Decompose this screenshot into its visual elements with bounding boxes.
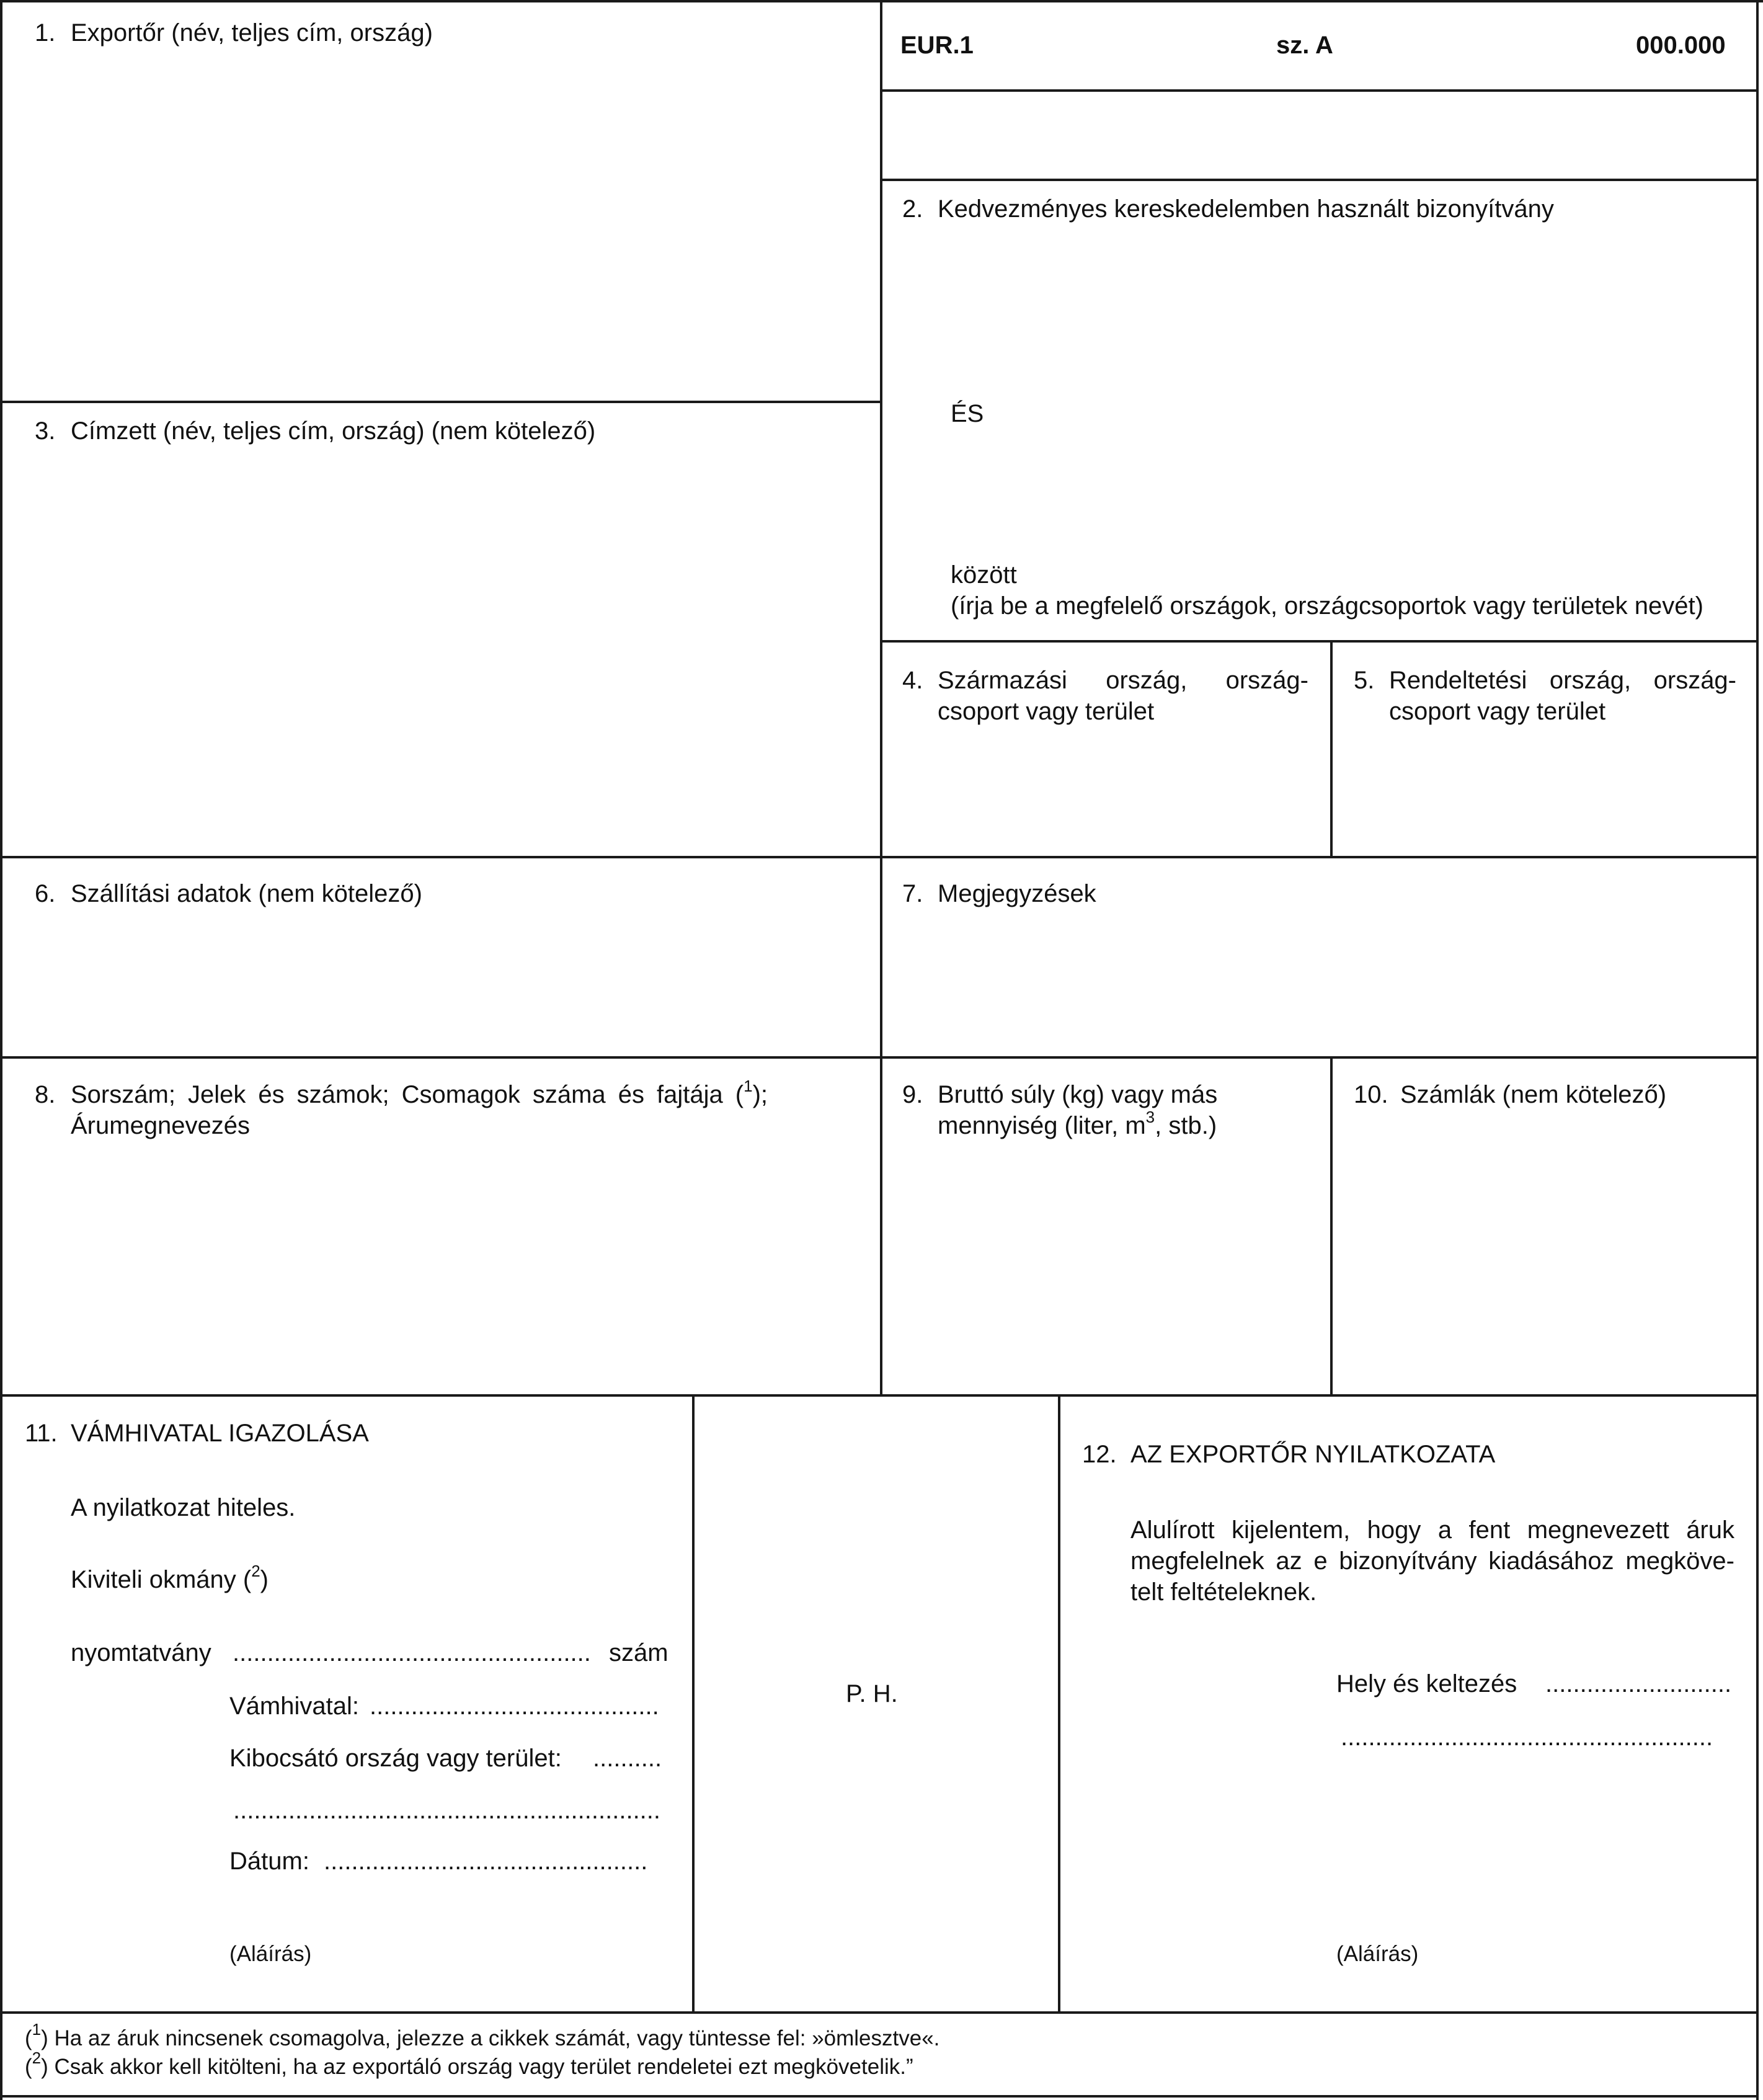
form-number-field[interactable]: ....................................................: [233, 1639, 591, 1666]
box4-line2: csoport vagy terület: [938, 698, 1155, 725]
footnote-1-marker: 1: [32, 2020, 42, 2039]
serial-prefix: sz. A: [1276, 32, 1333, 59]
box1-label: Exportőr (név, teljes cím, ország): [71, 19, 433, 47]
issuing-country-field-cont[interactable]: ..............................................................: [233, 1797, 661, 1824]
box12-signature-label: (Aláírás): [1336, 1942, 1419, 1966]
box8-number: 8.: [35, 1081, 56, 1108]
form-code: EUR.1: [900, 32, 974, 59]
divider-footnotes-top: [0, 2011, 1759, 2014]
stamp-label: P. H.: [846, 1680, 898, 1707]
box4-line1: Származási ország, ország-: [938, 667, 1308, 694]
footnote-1: ($^1$) Ha az áruk nincsenek csomagolva, jelezze a cikkek számát, vagy tüntesse fel: »ömlesztve«.: [25, 2020, 940, 2050]
box11-authentic: A nyilatkozat hiteles.: [71, 1494, 296, 1521]
box5-line2: csoport vagy terület: [1389, 698, 1606, 725]
box8-line1: [71, 1076, 768, 1110]
divider-box4-5: [1330, 640, 1333, 857]
divider-row8-top: [0, 1056, 1759, 1059]
footnote-2: ($^2$) Csak akkor kell kitölteni, ha az exportáló ország vagy terület rendeletei ezt megkövetelik.”: [25, 2049, 913, 2079]
form-label: nyomtatvány: [71, 1639, 211, 1666]
box5-line1: Rendeltetési ország, ország-: [1389, 667, 1736, 694]
box5-number: 5.: [1354, 667, 1375, 694]
box12-line3: telt feltételeknek.: [1130, 1578, 1317, 1606]
box9-line2-text: mennyiség (liter, m: [938, 1112, 1146, 1139]
footnote-ref-2: 2: [251, 1561, 260, 1580]
customs-office-field[interactable]: ..........................................: [370, 1693, 659, 1720]
footnote-1-text: Ha az áruk nincsenek csomagolva, jelezze a cikkek számát, vagy tüntesse fel: »ömlesztve«.: [48, 2026, 940, 2050]
serial-number: 000.000: [1636, 32, 1726, 59]
place-date-field-cont[interactable]: ......................................................: [1341, 1724, 1713, 1751]
box11-export-doc: [71, 1561, 269, 1595]
box2-note: (írja be a megfelelő országok, országcsoportok vagy területek nevét): [951, 592, 1703, 620]
divider-vertical-top: [880, 0, 882, 1395]
divider-box4-top: [880, 640, 1759, 643]
box1-number: 1.: [35, 19, 56, 47]
box12-number: 12.: [1082, 1441, 1117, 1468]
issuing-country-label: Kibocsátó ország vagy terület:: [229, 1745, 562, 1772]
box2-and: ÉS: [951, 400, 984, 427]
divider-row11-top: [0, 1394, 1759, 1397]
box2-label: Kedvezményes kereskedelemben használt bizonyítvány: [938, 195, 1554, 223]
issuing-country-field[interactable]: ..........: [593, 1745, 662, 1772]
place-date-label: Hely és keltezés: [1336, 1670, 1517, 1697]
outer-border-bottom: [0, 2095, 1759, 2098]
box2-number: 2.: [902, 195, 923, 223]
box12-line2: megfelelnek az e bizonyítvány kiadásához megköve-: [1130, 1547, 1734, 1575]
box8-line1-text: Sorszám; Jelek és számok; Csomagok száma és fajtája (: [71, 1081, 744, 1108]
customs-office-label: Vámhivatal:: [229, 1693, 359, 1720]
box10-number: 10.: [1354, 1081, 1388, 1108]
divider-box2-top: [880, 179, 1759, 181]
box12-title: AZ EXPORTŐR NYILATKOZATA: [1130, 1441, 1496, 1468]
place-date-field[interactable]: ...........................: [1545, 1670, 1732, 1697]
box11-number: 11.: [25, 1420, 58, 1447]
divider-stamp-box12: [1058, 1395, 1060, 2013]
box7-label: Megjegyzések: [938, 880, 1096, 907]
box9-superscript: 3: [1145, 1107, 1155, 1126]
outer-border-right: [1756, 0, 1759, 2100]
divider-box11-stamp: [692, 1395, 695, 2013]
footnote-ref-1: 1: [744, 1076, 753, 1095]
box9-line2-end: , stb.): [1155, 1112, 1217, 1139]
outer-border-left: [0, 0, 2, 2100]
divider-header-bottom: [880, 89, 1759, 92]
box6-number: 6.: [35, 880, 56, 907]
number-label: szám: [609, 1639, 668, 1666]
date-label: Dátum:: [229, 1848, 309, 1875]
footnote-2-text: Csak akkor kell kitölteni, ha az exportáló ország vagy terület rendeletei ezt megkövetelik.”: [48, 2055, 913, 2079]
box11-title: VÁMHIVATAL IGAZOLÁSA: [71, 1420, 369, 1447]
box9-line1: Bruttó súly (kg) vagy más: [938, 1081, 1218, 1108]
box8-line2: Árumegnevezés: [71, 1112, 251, 1139]
box9-number: 9.: [902, 1081, 923, 1108]
box12-line1: Alulírott kijelentem, hogy a fent megnevezett áruk: [1130, 1516, 1734, 1544]
divider-row6-top: [0, 856, 1759, 858]
box11-export-doc-text: Kiviteli okmány (: [71, 1566, 252, 1593]
box3-number: 3.: [35, 417, 56, 445]
box6-label: Szállítási adatok (nem kötelező): [71, 880, 422, 907]
box8-line1-end: );: [752, 1081, 768, 1108]
box11-export-doc-end: ): [260, 1566, 269, 1593]
box4-number: 4.: [902, 667, 923, 694]
divider-box9-10: [1330, 1056, 1333, 1395]
box11-signature-label: (Aláírás): [229, 1942, 312, 1966]
box7-number: 7.: [902, 880, 923, 907]
divider-box3-top: [0, 401, 881, 403]
footnote-2-marker: 2: [32, 2049, 42, 2068]
box2-between: között: [951, 561, 1017, 589]
box10-label: Számlák (nem kötelező): [1400, 1081, 1667, 1108]
box3-label: Címzett (név, teljes cím, ország) (nem kötelező): [71, 417, 596, 445]
box9-line2: [938, 1107, 1217, 1141]
date-field[interactable]: ...............................................: [324, 1848, 648, 1875]
